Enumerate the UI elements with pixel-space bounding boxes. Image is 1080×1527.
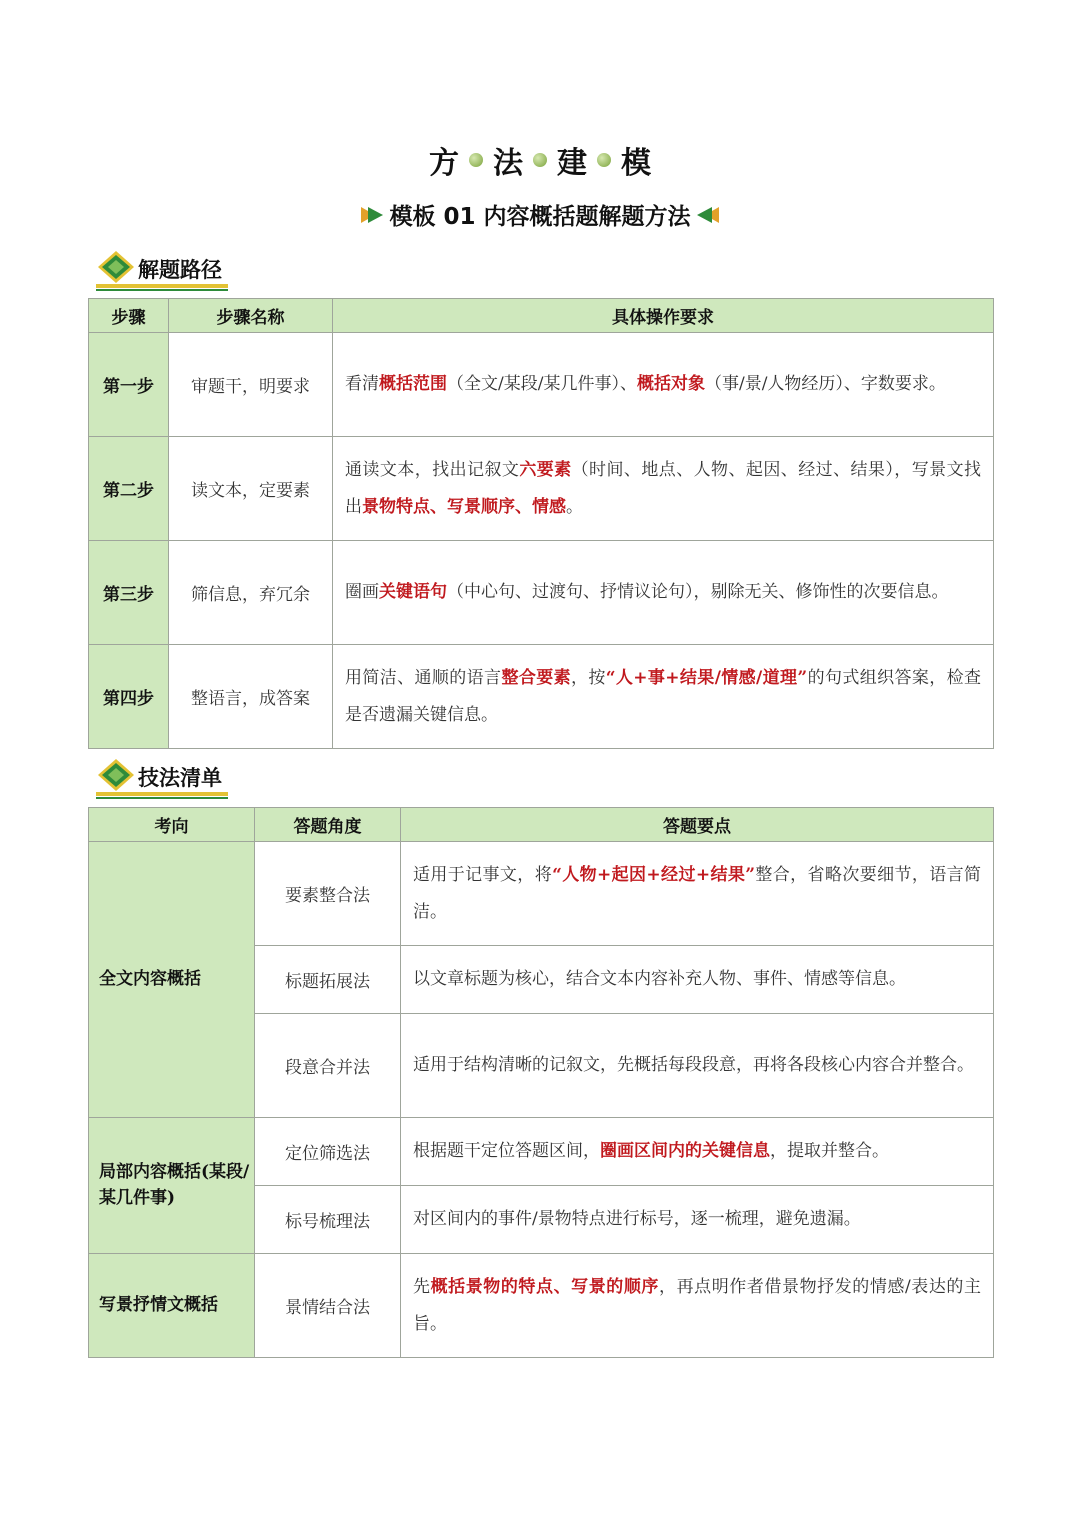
- step-requirement: [333, 333, 994, 437]
- column-header: 步骤: [89, 299, 169, 333]
- step-name: 读文本，定要素: [169, 437, 333, 541]
- title-char: 法: [493, 146, 523, 181]
- body-text: 用简洁、通顺的语言: [345, 667, 502, 688]
- answer-angle: 段意合并法: [255, 1014, 401, 1118]
- body-text: 整合，省略次要细节，语言简洁。: [413, 864, 982, 922]
- body-text: 的句式组织答案，检查是否遗漏关键信息。: [345, 667, 982, 725]
- table-row: [89, 645, 994, 749]
- body-text: 通读文本，找出记叙文: [345, 459, 520, 480]
- answer-angle: 标题拓展法: [255, 946, 401, 1014]
- column-header: 具体操作要求: [333, 299, 994, 333]
- body-text: 。: [566, 496, 583, 517]
- step-number: 第四步: [89, 645, 169, 749]
- highlight-text: 圈画区间内的关键信息: [600, 1141, 770, 1161]
- answer-point: [401, 842, 994, 946]
- body-text: ，提取并整合。: [770, 1141, 889, 1161]
- body-text: （事/景/人物经历）、字数要求。: [704, 374, 946, 394]
- table-row: [89, 842, 994, 946]
- highlight-text: 关键语句: [379, 582, 447, 602]
- step-name: 审题干，明要求: [169, 333, 333, 437]
- answer-angle: 要素整合法: [255, 842, 401, 946]
- title-dot-icon: [597, 153, 611, 167]
- body-text: （全文/某段/某几件事）、: [447, 374, 637, 394]
- table-header-row: [89, 808, 994, 842]
- title-char: 建: [557, 146, 587, 181]
- title-char: 模: [621, 146, 651, 181]
- answer-point: [401, 946, 994, 1014]
- step-number: 第一步: [89, 333, 169, 437]
- subtitle-text: 模板 01 内容概括题解题方法: [389, 204, 691, 230]
- topic-cell: 写景抒情文概括: [89, 1254, 255, 1358]
- highlight-text: 概括对象: [636, 374, 705, 394]
- highlight-text: 概括范围: [379, 374, 447, 394]
- body-text: 根据题干定位答题区间，: [413, 1141, 600, 1161]
- column-header: 答题要点: [401, 808, 994, 842]
- step-requirement: [333, 541, 994, 645]
- section-underline: [96, 284, 228, 288]
- highlight-text: “人+事+结果/情感/道理”: [605, 667, 808, 688]
- answer-point: [401, 1014, 994, 1118]
- answer-angle: 标号梳理法: [255, 1186, 401, 1254]
- highlight-text: 整合要素: [501, 667, 571, 688]
- technique-table: [88, 807, 994, 1358]
- step-requirement: [333, 645, 994, 749]
- body-text: 适用于记事文，将: [413, 864, 553, 885]
- body-text: 先: [413, 1276, 431, 1297]
- body-text: 适用于结构清晰的记叙文，先概括每段段意，再将各段核心内容合并整合。: [413, 1055, 974, 1075]
- highlight-text: 景物特点、写景顺序、情感: [362, 496, 566, 517]
- title-char: 方: [429, 146, 459, 181]
- step-name: 筛信息，弃冗余: [169, 541, 333, 645]
- section-underline: [96, 289, 228, 291]
- solution-path-table: [88, 298, 994, 749]
- diamond-icon: [96, 758, 140, 792]
- body-text: （中心句、过渡句、抒情议论句），剔除无关、修饰性的次要信息。: [447, 582, 949, 602]
- highlight-text: “人物+起因+经过+结果”: [552, 864, 756, 885]
- highlight-text: 六要素: [519, 459, 572, 480]
- step-number: 第二步: [89, 437, 169, 541]
- answer-angle: 景情结合法: [255, 1254, 401, 1358]
- subtitle: [0, 198, 1080, 231]
- topic-cell: 局部内容概括(某段/某几件事): [89, 1118, 255, 1254]
- table-row: [89, 333, 994, 437]
- body-text: ，按: [570, 667, 606, 688]
- topic-cell: 全文内容概括: [89, 842, 255, 1118]
- section-underline: [96, 792, 228, 796]
- highlight-text: 概括景物的特点、写景的顺序: [430, 1276, 659, 1297]
- answer-point: [401, 1186, 994, 1254]
- step-name: 整语言，成答案: [169, 645, 333, 749]
- step-requirement: [333, 437, 994, 541]
- table-header-row: [89, 299, 994, 333]
- section-title: 解题路径: [138, 258, 222, 282]
- table-row: [89, 541, 994, 645]
- section-title: 技法清单: [138, 766, 222, 790]
- body-text: 圈画: [345, 582, 379, 602]
- diamond-icon: [96, 250, 140, 284]
- table-row: [89, 1254, 994, 1358]
- left-arrow-icon: [695, 205, 721, 225]
- body-text: 看清: [345, 374, 379, 394]
- page-title: [0, 138, 1080, 182]
- right-arrow-icon: [359, 205, 385, 225]
- table-row: [89, 437, 994, 541]
- title-dot-icon: [469, 153, 483, 167]
- table-row: [89, 1118, 994, 1186]
- answer-angle: 定位筛选法: [255, 1118, 401, 1186]
- section-underline: [96, 797, 228, 799]
- answer-point: [401, 1118, 994, 1186]
- step-number: 第三步: [89, 541, 169, 645]
- column-header: 考向: [89, 808, 255, 842]
- body-text: ，再点明作者借景物抒发的情感/表达的主旨。: [413, 1276, 982, 1334]
- body-text: 对区间内的事件/景物特点进行标号，逐一梳理，避免遗漏。: [413, 1209, 861, 1229]
- answer-point: [401, 1254, 994, 1358]
- column-header: 步骤名称: [169, 299, 333, 333]
- title-dot-icon: [533, 153, 547, 167]
- column-header: 答题角度: [255, 808, 401, 842]
- body-text: 以文章标题为核心，结合文本内容补充人物、事件、情感等信息。: [413, 969, 906, 989]
- body-text: （时间、地点、人物、起因、经过、结果），写景文找出: [345, 459, 982, 517]
